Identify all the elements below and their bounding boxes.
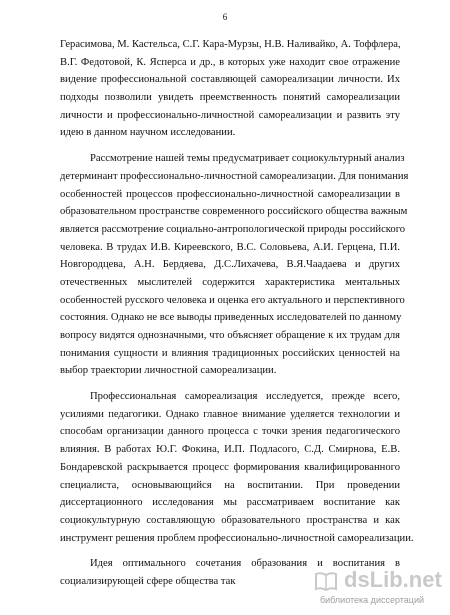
text-line: усилиями педагогики. Однако главное внимание уделяется технологии и [60, 408, 400, 420]
text-line: видение профессиональной составляющей самореализации личности. Их [60, 74, 400, 86]
document-body [60, 36, 414, 591]
text-line: состояния. Однако не все выводы приведенных исследователей по данному [60, 312, 402, 324]
text-line: человека. В трудах И.В. Киреевского, В.С. Соловьева, А.И. Герцена, П.И. [60, 241, 400, 253]
text-line: особенностей русского человека и оценка его актуального и перспективного [60, 294, 405, 306]
page-number: 6 [222, 12, 228, 22]
paragraph-2 [60, 150, 409, 380]
text-line: специалиста, основывающийся на воспитании. При проведении [60, 479, 400, 491]
book-logo-icon [314, 569, 338, 593]
text-line: особенностей процессов профессионально-личностной самореализации в [60, 188, 400, 200]
text-line: влияния. В работах Ю.Г. Фокина, И.П. Подласого, С.Д. Смирнова, Е.В. [60, 444, 400, 456]
text-line: отечественных мыслителей содержится характеристика ментальных [60, 276, 400, 288]
text-line: Новгородцева, А.Н. Бердяева, Д.С.Лихачева, В.Я.Чаадаева и других [60, 259, 400, 271]
text-line: является рассмотрение социально-антропологической природы российского [60, 223, 406, 235]
paragraph-1 [60, 36, 400, 142]
text-line: Бондаревской раскрывается процесс формирования квалифицированного [60, 461, 400, 473]
text-line: В.Г. Федотовой, К. Ясперса и др., в которых уже находит свое отражение [60, 56, 400, 68]
text-line: Герасимова, М. Кастельса, С.Г. Кара-Мурзы, Н.В. Наливайко, А. Тоффлера, [60, 39, 401, 50]
paragraph-3 [60, 388, 414, 547]
text-line: вопросу видятся однозначными, что объясняет обращение к их трудам для [60, 330, 400, 341]
text-line: понимания сущности и влияния традиционных российских ценностей на [60, 347, 400, 359]
text-line: выбор траектории личностной самореализации. [60, 365, 277, 377]
text-line: образовательном пространстве современного российского общества важным [60, 206, 408, 218]
text-line: Рассмотрение нашей темы предусматривает социокультурный анализ [90, 153, 405, 165]
text-line: идею в данном научном исследовании. [60, 127, 236, 139]
text-line: диссертационного исследования мы рассматриваем воспитание как [60, 497, 400, 509]
text-line: социокультурную составляющую образовательного пространства и как [60, 514, 400, 526]
watermark-brand: dsLib.net [344, 567, 442, 592]
text-line: Профессиональная самореализация исследуется, прежде всего, [90, 391, 400, 403]
text-line: способам организации данного процесса с точки зрения педагогического [60, 426, 400, 438]
text-line: инструмент решения проблем профессионально-личностной самореализации. [60, 532, 414, 544]
text-line: Идея оптимального сочетания образования и воспитания в [90, 558, 400, 570]
text-line: личности и профессионально-личностной самореализации и развить эту [60, 109, 400, 121]
watermark[interactable] [314, 567, 444, 611]
text-line: социализирующей сфере общества так [60, 575, 236, 587]
text-line: детерминант профессионально-личностной самореализации. Для понимания [60, 170, 409, 182]
watermark-subtitle: библиотека диссертаций [320, 595, 425, 605]
text-line: подходы позволили увидеть преемственность понятий самореализации [60, 92, 400, 104]
